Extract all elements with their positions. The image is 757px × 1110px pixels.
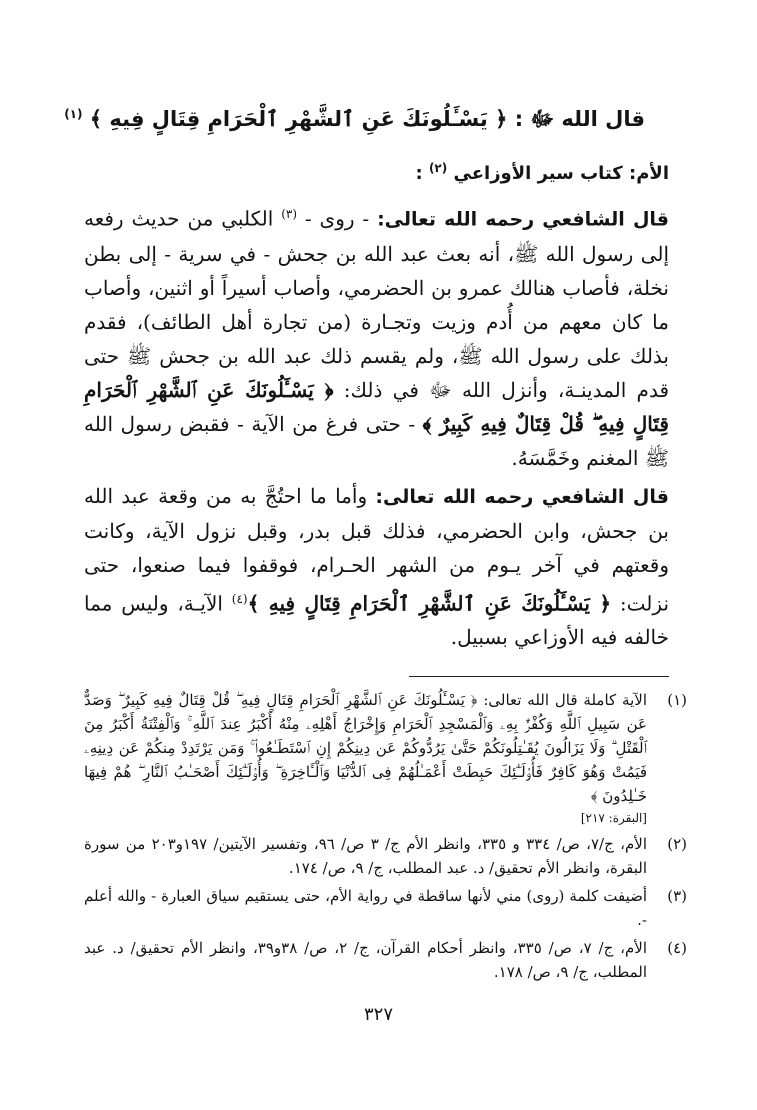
footnote-2-text: الأم، ج/٧، ص/ ٣٣٤ و ٣٣٥، وانظر الأم ج/ ٣ ص/ ٩٦، وتفسير الآيتين/ ١٩٧و٢٠٣ من سورة البقرة، وانظر الأم تحقيق/ د. عبد المطلب، ج/ ٩، ص/ ١٧٤. [84, 835, 647, 877]
footnote-3-text: أضيفت كلمة (روى) مني لأنها ساقطة في رواية الأم، حتى يستقيم سياق العبارة - والله أعلم -. [84, 887, 647, 929]
paragraph-1-lead: قال الشافعي رحمه الله تعالى: [377, 208, 670, 231]
paragraph-2-lead: قال الشافعي رحمه الله تعالى: [375, 485, 669, 508]
footnote-2 [84, 832, 687, 880]
page-number: ٣٢٧ [363, 1004, 393, 1025]
source-title: الأم: كتاب سير الأوزاعي [453, 163, 669, 184]
footnote-4 [84, 936, 687, 984]
paragraph-2-verse: ﴿ يَسْـَٔلُونَكَ عَنِ ٱلشَّهْرِ ٱلْحَرَامِ قِتَالٍ فِيهِ ﴾ [247, 591, 612, 616]
footnote-3-number: (٣) [667, 887, 687, 905]
footnote-1-number: (١) [667, 691, 687, 709]
footnote-1 [84, 688, 687, 828]
footnote-divider [409, 676, 669, 677]
footnote-3 [84, 884, 687, 932]
source-colon: : [415, 163, 423, 184]
footnote-2-number: (٢) [667, 835, 687, 853]
paragraph-1-text-a: - روى - [297, 206, 378, 231]
source-heading [84, 151, 669, 191]
footnote-1-body [84, 688, 647, 828]
footnote-ref-4: (٤) [231, 591, 248, 606]
footnote-1-text: الآية كاملة قال الله تعالى: ﴿ يَسْـَٔلُونَكَ عَنِ ٱلشَّهْرِ ٱلْحَرَامِ قِتَالٍ فِيهِ ۖ قُلْ قِتَالٌ فِيهِ كَبِيرٌ ۖ وَصَدٌّ عَن سَبِيلِ ٱللَّهِ وَكُفْرٌۢ بِهِۦ وَٱلْمَسْجِدِ ٱلْحَرَامِ وَإِخْرَاجُ أَهْلِهِۦ مِنْهُ أَكْبَرُ عِندَ ٱللَّهِ ۚ وَٱلْفِتْنَةُ أَكْبَرُ مِنَ ٱلْقَتْلِ ۗ وَلَا يَزَالُونَ يُقَـٰتِلُونَكُمْ حَتَّىٰ يَرُدُّوكُمْ عَن دِينِكُمْ إِنِ ٱسْتَطَـٰعُوا۟ ۚ وَمَن يَرْتَدِدْ مِنكُمْ عَن دِينِهِۦ فَيَمُتْ وَهُوَ كَافِرٌ فَأُو۟لَـٰٓئِكَ حَبِطَتْ أَعْمَـٰلُهُمْ فِى ٱلدُّنْيَا وَٱلْـَٔاخِرَةِ ۖ وَأُو۟لَـٰٓئِكَ أَصْحَـٰبُ ٱلنَّارِ ۖ هُمْ فِيهَا خَـٰلِدُونَ ﴾ [84, 691, 647, 805]
heading-prefix: قال الله ﷻ : [514, 107, 645, 131]
heading-verse: ﴿ يَسْـَٔلُونَكَ عَنِ ٱلشَّهْرِ ٱلْحَرَامِ قِتَالٍ فِيهِ ﴾ [89, 107, 508, 131]
paragraph-1 [84, 197, 669, 475]
paragraph-2 [84, 479, 669, 655]
paragraph-1-text-b: الكلبي من حديث رفعه إلى رسول الله ﷺ، أنه بعث عبد الله بن جحش - في سرية - إلى بطن نخلة، فأصاب هنالك عمرو بن الحضرمي، وأصاب أسيراً أو اثنين، وأصاب ما كان معهم من أُدم وزيت وتجـارة (من تجارة أهل الطائف)، فقدم بذلك على رسول الله ﷺ، ولم يقسم ذلك عبد الله بن جحش ﷺ حتى قدم المدينـة، وأنزل الله ﷻ في ذلك: [84, 206, 670, 402]
main-text [64, 94, 670, 654]
footnote-ref-3: (٣) [281, 207, 298, 221]
paragraph-2-text-b: الآيـة، وليس مما خالفه فيه الأوزاعي بسبيل. [84, 591, 669, 650]
footnote-4-text: الأم، ج/ ٧، ص/ ٣٣٥، وانظر أحكام القرآن، ج/ ٢، ص/ ٣٨و٣٩، وانظر الأم تحقيق/ د. عبد المطلب، ج/ ٩، ص/ ١٧٨. [84, 939, 647, 981]
paragraph-1-verse: ﴿ يَسْـَٔلُونَكَ عَنِ ٱلشَّهْرِ ٱلْحَرَامِ قِتَالٍ فِيهِ ۖ قُلْ قِتَالٌ فِيهِ كَبِيرٌ ﴾ [84, 377, 669, 436]
paragraph-1-text-c: - حتى فرغ من الآية - فقبض رسول الله ﷺ المغنم وخَمَّسَهُ. [84, 411, 669, 470]
footnote-ref-1: (١) [64, 107, 83, 121]
footnote-ref-2: (٢) [428, 161, 448, 175]
footnote-4-number: (٤) [667, 939, 687, 957]
paragraph-2-text-a: وأما ما احتُجَّ به من وقعة عبد الله بن جحش، وابن الحضرمي، فذلك قبل بدر، وقبل نزول الآية، وكانت وقعتهم في آخر يـوم من الشهر الحـرام، فوقفوا فيما صنعوا، حتى نزلت: [84, 483, 670, 616]
section-heading [64, 94, 645, 139]
footnotes [84, 688, 687, 988]
footnote-1-ref: [البقرة: ٢١٧] [580, 811, 647, 825]
